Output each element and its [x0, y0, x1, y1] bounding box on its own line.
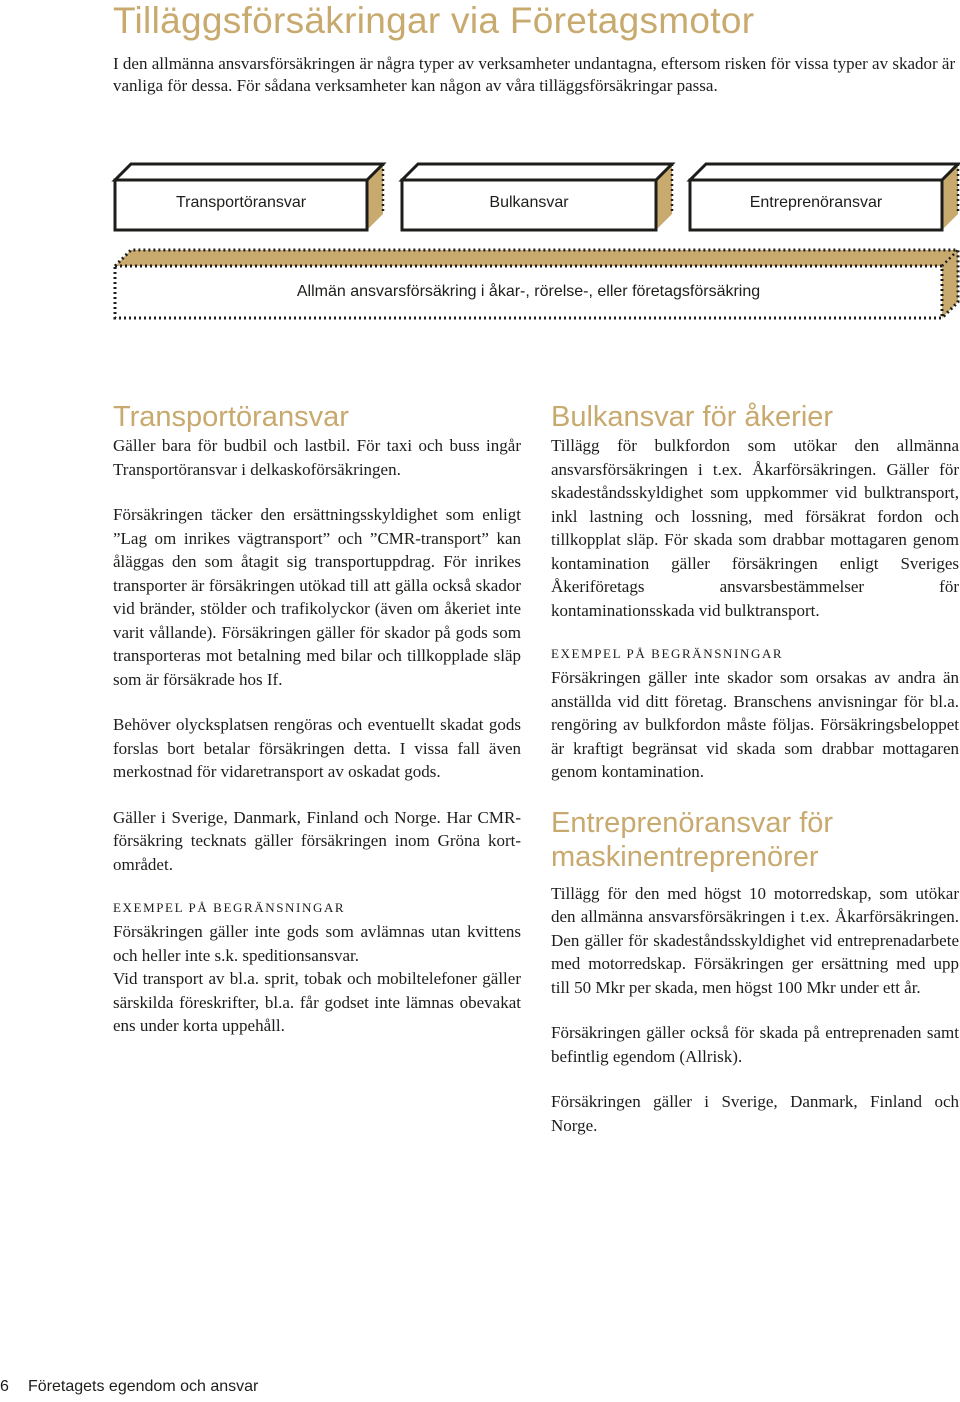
heading-bulk: Bulkansvar för åkerier	[551, 401, 834, 433]
bulk-p2: Försäkringen gäller inte skador som orsakas av andra än anställda vid ditt företag. Branschens anvisningar för bl.a. rengöring av bulkfordon måste följas. Försäkringsbeloppet är kraftigt begränsat vid skada som drabbar mottagaren genom kontamination.	[551, 668, 959, 781]
footer-section: Företagets egendom och ansvar	[28, 1378, 259, 1395]
box-label-entrepreneur: Entreprenöransvar	[749, 194, 883, 211]
heading-entrepreneur: Entreprenöransvar för maskinentreprenörer	[551, 806, 834, 873]
transport-p1: Gäller bara för budbil och lastbil. För taxi och buss ingår Transportöransvar i delkaskoförsäkringen.	[113, 436, 521, 479]
right-column	[551, 400, 959, 1159]
bulk-subheading: EXEMPEL PÅ BEGRÄNSNINGAR	[551, 646, 784, 661]
bulk-p1: Tillägg för bulkfordon som utökar den allmänna ansvarsförsäkringen i t.ex. Åkarförsäkringen. Gäller för skadeståndsskyldighet som uppkommer vid bulktransport, inkl lastning och lossning, med försäkrat fordon och tillkopplat släp. För skada som drabbar mottagaren genom kontamination gäller försäkringen enligt Sveriges Åkeriföretags ansvarsbestämmelser för kontaminationsskada vid bulktransport.	[551, 436, 959, 620]
transport-p4: Gäller i Sverige, Danmark, Finland och Norge. Har CMR-försäkring tecknats gäller försäkringen inom Gröna kort-området.	[113, 807, 521, 874]
intro-paragraph: I den allmänna ansvarsförsäkringen är några typer av verksamheter undantagna, eftersom risken för vissa typer av skador är vanliga för dessa. För sådana verksamheter kan någon av våra tilläggsförsäkringar passa.	[113, 54, 956, 95]
entrepreneur-p3: Försäkringen gäller i Sverige, Danmark, Finland och Norge.	[551, 1092, 959, 1135]
transport-p6: Vid transport av bl.a. sprit, tobak och mobiltelefoner gäller särskilda föreskrifter, bl.a. får godset inte lämnas obevakat ens under korta uppehåll.	[113, 969, 521, 1035]
left-column	[113, 400, 521, 1038]
page-footer	[0, 1378, 258, 1396]
page-number: 6	[0, 1378, 9, 1395]
box-label-transport: Transportöransvar	[175, 194, 307, 211]
transport-p5: Försäkringen gäller inte gods som avlämnas utan kvittens och heller inte s.k. speditionsansvar.	[113, 922, 521, 965]
entrepreneur-p1: Tillägg för den med högst 10 motorredskap, som utökar den allmänna ansvarsförsäkringen i t.ex. Åkarförsäkringen. Den gäller för skadeståndsskyldighet vid entreprenadarbete med motorredskap. Försäkringen ger ersättning med upp till 50 Mkr per skada, men högst 100 Mkr under ett år.	[551, 883, 959, 997]
base-label: Allmän ansvarsförsäkring i åkar-, rörelse-, eller företagsförsäkring	[296, 283, 761, 300]
transport-subheading: EXEMPEL PÅ BEGRÄNSNINGAR	[113, 900, 346, 915]
box-label-bulk: Bulkansvar	[489, 194, 569, 211]
entrepreneur-p2: Försäkringen gäller också för skada på entreprenaden samt befintlig egendom (Allrisk).	[551, 1023, 959, 1066]
transport-p3: Behöver olycksplatsen rengöras och eventuellt skadat gods forslas bort betalar försäkringen detta. I vissa fall även merkostnad för vidaretransport av oskadat gods.	[113, 715, 521, 781]
heading-transport: Transportöransvar	[113, 401, 349, 433]
page-title: Tilläggsförsäkringar via Företagsmotor	[113, 0, 755, 41]
transport-p2: Försäkringen täcker den ersättningsskyldighet som enligt ”Lag om inrikes vägtransport” och ”CMR-transport” kan åläggas den som åtagit sig transportuppdrag. För inrikes transporter är försäkringen utökad till att gälla också skador vid bränder, stölder och trafikolyckor (även om åkeriet inte varit vållande). Försäkringen gäller för skador på gods som transporteras mot betalning med bilar och tillkopplade släp som är försäkrade hos If.	[113, 505, 521, 689]
